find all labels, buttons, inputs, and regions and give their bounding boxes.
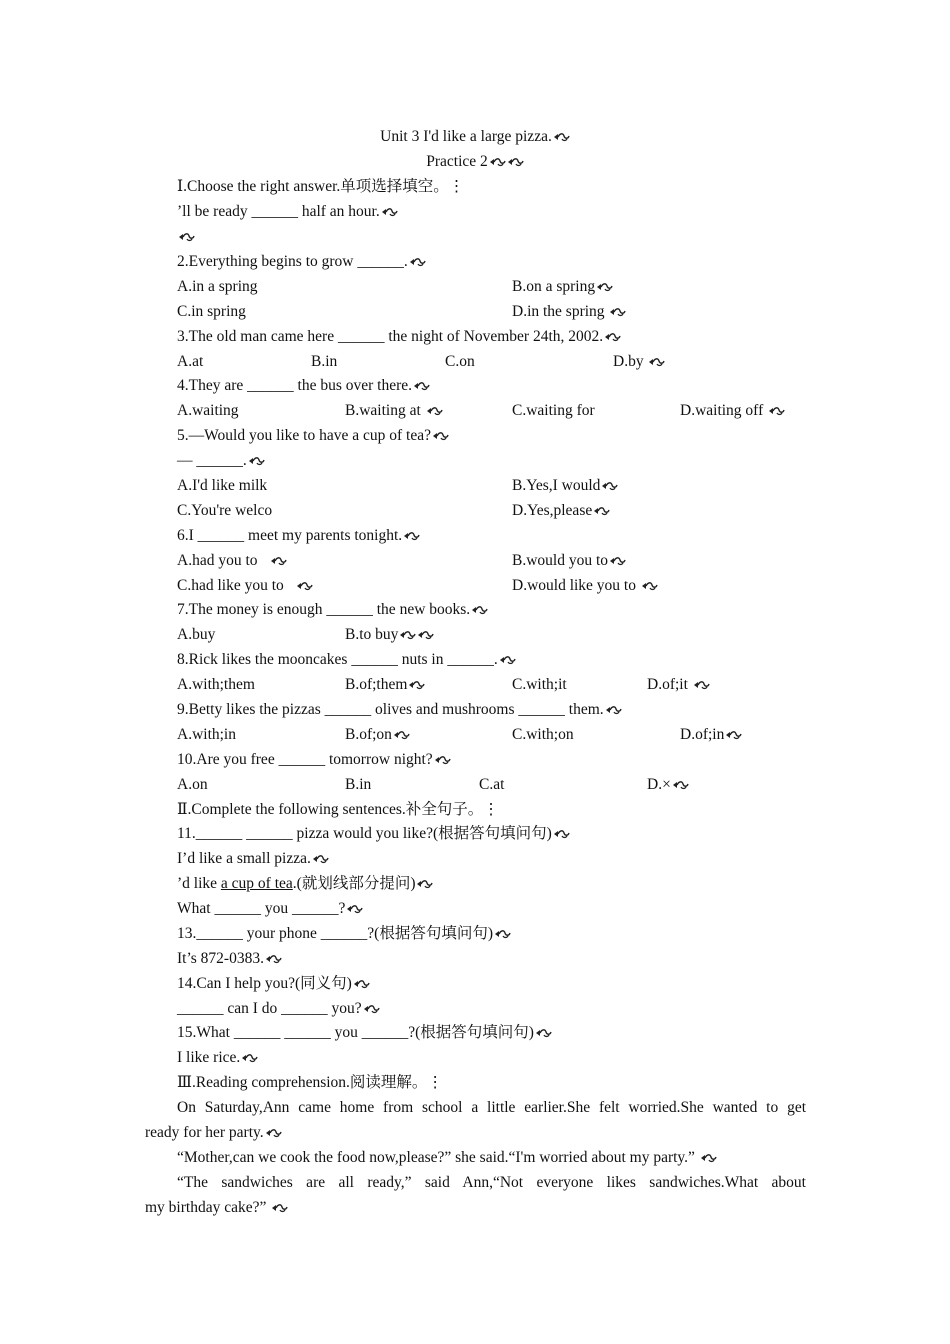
question-6: 6.I ______ meet my parents tonight.	[177, 523, 420, 548]
question-6-options-row-2	[0, 573, 950, 598]
empty-line	[177, 224, 195, 249]
paragraph-mark-icon	[641, 581, 658, 591]
section-2-heading: Ⅱ.Complete the following sentences.补全句子。⋮	[177, 801, 499, 818]
paragraph-mark-icon	[413, 381, 430, 391]
option-c: C.on	[445, 353, 475, 370]
question-13: 13.______ your phone ______?(根据答句填问句)	[177, 921, 511, 946]
paragraph-mark-icon	[248, 456, 265, 466]
reading-paragraph-3-line-2: my birthday cake?”	[145, 1195, 288, 1220]
option-b: B.Yes,I would	[512, 473, 618, 498]
option-b: B.in	[311, 353, 338, 370]
option-d: D.of;it	[647, 672, 710, 697]
question-5-options-row-1	[0, 473, 950, 498]
paragraph-mark-icon	[271, 1203, 288, 1213]
option-a: A.buy	[177, 626, 216, 643]
option-d: D.waiting off	[680, 398, 785, 423]
question-2: 2.Everything begins to grow ______.	[177, 249, 426, 274]
question-15: 15.What ______ ______ you ______?(根据答句填问句)	[177, 1020, 552, 1045]
option-b: B.would you to	[512, 548, 626, 573]
paragraph-mark-icon	[399, 630, 416, 640]
paragraph-mark-icon	[353, 979, 370, 989]
paragraph-mark-icon	[672, 780, 689, 790]
reading-paragraph-2: “Mother,can we cook the food now,please?” she said.“I'm worried about my party.”	[177, 1145, 717, 1170]
option-b: B.in	[345, 776, 372, 793]
question-4-options	[0, 398, 950, 423]
paragraph-mark-icon	[409, 257, 426, 267]
question-12: ’d like a cup of tea.(就划线部分提问)	[177, 871, 433, 896]
option-a: A.at	[177, 353, 204, 370]
option-c: C.at	[479, 776, 505, 793]
option-d: D.in the spring	[512, 299, 626, 324]
question-12-answer: What ______ you ______?	[177, 896, 363, 921]
option-c: C.in spring	[177, 303, 246, 320]
option-a: A.in a spring	[177, 278, 258, 295]
option-d: D.of;in	[680, 722, 742, 747]
paragraph-mark-icon	[605, 705, 622, 715]
page-title: Unit 3 I'd like a large pizza.	[0, 124, 950, 149]
question-3: 3.The old man came here ______ the night of November 24th, 2002.	[177, 324, 621, 349]
section-1-heading: Ⅰ.Choose the right answer.单项选择填空。⋮	[177, 178, 465, 195]
paragraph-mark-icon	[270, 556, 287, 566]
question-6-options-row-1	[0, 548, 950, 573]
option-a: A.on	[177, 776, 208, 793]
question-5-options-row-2	[0, 498, 950, 523]
paragraph-mark-icon	[403, 531, 420, 541]
paragraph-mark-icon	[604, 332, 621, 342]
option-a: A.waiting	[177, 402, 239, 419]
reading-paragraph-1-line-2: ready for her party.	[145, 1120, 282, 1145]
paragraph-mark-icon	[265, 954, 282, 964]
option-d: D.Yes,please	[512, 498, 610, 523]
paragraph-mark-icon	[426, 406, 443, 416]
paragraph-mark-icon	[609, 556, 626, 566]
paragraph-mark-icon	[346, 904, 363, 914]
option-c: C.with;on	[512, 726, 574, 743]
question-4: 4.They are ______ the bus over there.	[177, 373, 430, 398]
paragraph-mark-icon	[417, 630, 434, 640]
question-11: 11.______ ______ pizza would you like?(根据答句填问句)	[177, 821, 570, 846]
section-3-heading: Ⅲ.Reading comprehension.阅读理解。⋮	[177, 1074, 443, 1091]
question-3-options	[0, 349, 950, 374]
paragraph-mark-icon	[416, 879, 433, 889]
paragraph-mark-icon	[725, 730, 742, 740]
option-d: D.would like you to	[512, 573, 658, 598]
paragraph-mark-icon	[535, 1028, 552, 1038]
paragraph-mark-icon	[363, 1004, 380, 1014]
question-15-answer: I like rice.	[177, 1045, 258, 1070]
question-2-options-row-1	[0, 274, 950, 299]
question-2-options-row-2	[0, 299, 950, 324]
paragraph-mark-icon	[265, 1128, 282, 1138]
option-c: C.had like you to	[177, 573, 313, 598]
page-subtitle: Practice 2	[0, 149, 950, 174]
paragraph-mark-icon	[593, 506, 610, 516]
question-14: 14.Can I help you?(同义句)	[177, 971, 370, 996]
option-d: D.×	[647, 772, 689, 797]
option-d: D.by	[613, 349, 665, 374]
question-7: 7.The money is enough ______ the new books.	[177, 597, 488, 622]
paragraph-mark-icon	[489, 157, 506, 167]
reading-paragraph-1-line-1: On Saturday,Ann came home from school a little earlier.She felt worried.She wanted to get	[177, 1099, 806, 1116]
paragraph-mark-icon	[393, 730, 410, 740]
reading-paragraph-3-line-1: “The sandwiches are all ready,” said Ann,“Not everyone likes sandwiches.What about	[177, 1174, 806, 1191]
question-10: 10.Are you free ______ tomorrow night?	[177, 747, 451, 772]
option-a: A.with;in	[177, 726, 236, 743]
paragraph-mark-icon	[507, 157, 524, 167]
paragraph-mark-icon	[700, 1153, 717, 1163]
paragraph-mark-icon	[241, 1053, 258, 1063]
option-b: B.on a spring	[512, 274, 613, 299]
paragraph-mark-icon	[648, 357, 665, 367]
question-7-options	[0, 622, 950, 647]
question-11-answer: I’d like a small pizza.	[177, 846, 329, 871]
paragraph-mark-icon	[499, 655, 516, 665]
option-c: C.with;it	[512, 676, 567, 693]
question-10-options	[0, 772, 950, 797]
paragraph-mark-icon	[596, 282, 613, 292]
option-c: C.You're welco	[177, 502, 273, 519]
option-b: B.of;them	[345, 672, 425, 697]
question-8-options	[0, 672, 950, 697]
question-5: 5.—Would you like to have a cup of tea?	[177, 423, 449, 448]
paragraph-mark-icon	[312, 854, 329, 864]
paragraph-mark-icon	[553, 829, 570, 839]
paragraph-mark-icon	[408, 680, 425, 690]
option-c: C.waiting for	[512, 402, 595, 419]
paragraph-mark-icon	[693, 680, 710, 690]
question-1: ’ll be ready ______ half an hour.	[177, 199, 398, 224]
option-b: B.waiting at	[345, 398, 443, 423]
question-14-answer: ______ can I do ______ you?	[177, 996, 380, 1021]
paragraph-mark-icon	[768, 406, 785, 416]
paragraph-mark-icon	[434, 755, 451, 765]
question-8: 8.Rick likes the mooncakes ______ nuts in ______.	[177, 647, 516, 672]
paragraph-mark-icon	[601, 481, 618, 491]
paragraph-mark-icon	[471, 605, 488, 615]
paragraph-mark-icon	[296, 581, 313, 591]
option-a: A.had you to	[177, 548, 287, 573]
paragraph-mark-icon	[494, 929, 511, 939]
paragraph-mark-icon	[178, 232, 195, 242]
question-9: 9.Betty likes the pizzas ______ olives and mushrooms ______ them.	[177, 697, 622, 722]
paragraph-mark-icon	[432, 431, 449, 441]
option-b: B.to buy	[345, 622, 434, 647]
option-a: A.with;them	[177, 676, 255, 693]
paragraph-mark-icon	[553, 132, 570, 142]
paragraph-mark-icon	[381, 207, 398, 217]
option-b: B.of;on	[345, 722, 410, 747]
question-5-response: — ______.	[177, 448, 265, 473]
question-13-answer: It’s 872-0383.	[177, 946, 282, 971]
option-a: A.I'd like milk	[177, 477, 268, 494]
paragraph-mark-icon	[609, 307, 626, 317]
question-9-options	[0, 722, 950, 747]
underlined-phrase: a cup of tea	[220, 875, 293, 892]
